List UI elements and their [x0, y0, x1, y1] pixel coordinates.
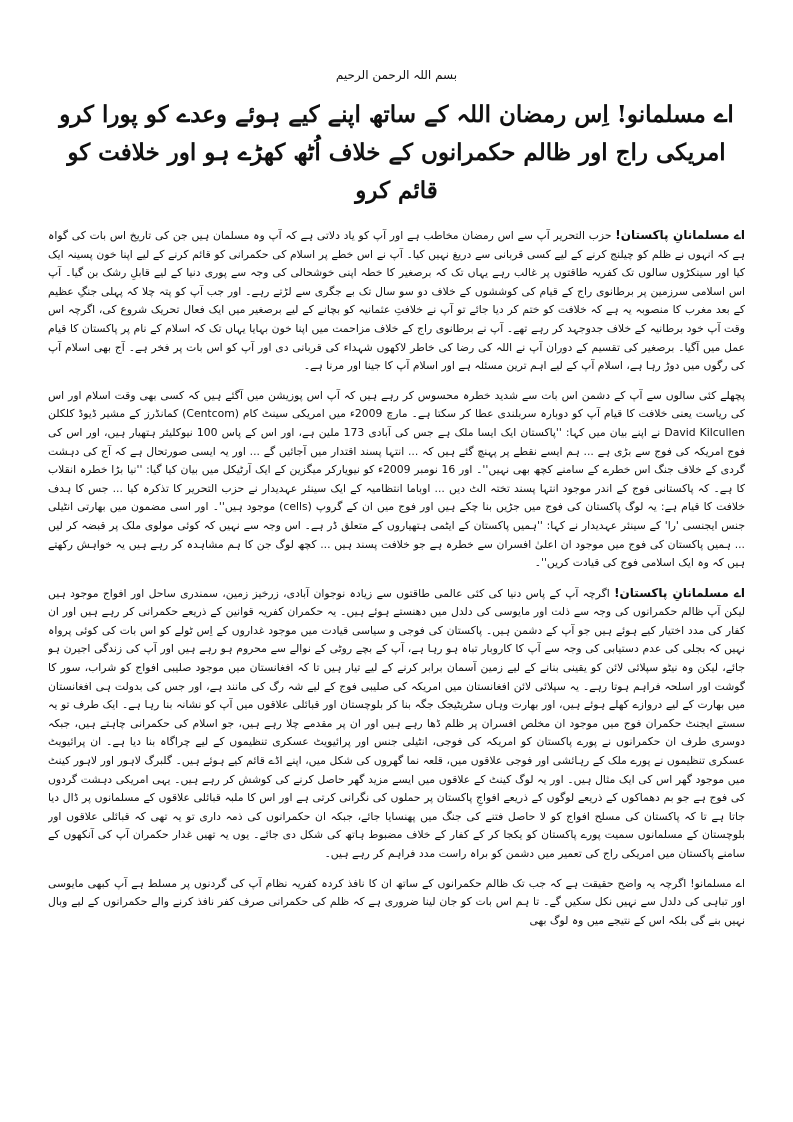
- paragraph-3-text: اگرچہ آپ کے پاس دنیا کی کئی عالمی طاقتوں سے زیادہ نوجوان آبادی، زرخیز زمین، سمندری ساحل اور افواج موجود ہیں لیکن آپ ظالم حکمرانوں کی وجہ سے ذلت اور مایوسی کی دلدل میں دھنستے ہوئے ہیں۔ یہ حکمران کفریہ قوانین کے ذریعے حکمرانی کر رہے ہیں اور ان کفار کی مدد اختیار کیے ہوئے ہیں جو آپ کے دشمن ہیں۔ پاکستان کی فوجی و سیاسی قیادت میں موجود غداروں کے اِس ٹولے کو اس بات کی کوئی پرواہ نہیں کہ بجلی کی عدم دستیابی کی وجہ سے آپ کا کاروبار تباہ ہو رہا ہے، آپ کے بچے روٹی کے نوالے سے محروم ہو رہے ہیں اور آپ کی زندگی اجیرن ہو جائے، لیکن وہ نیٹو سپلائی لائن کو یقینی بنانے کے لیے زمین آسمان برابر کرنے کے لیے تیار ہیں تا کہ افغانستان میں موجود صلیبی افواج کو شراب، سور کا گوشت اور اسلحہ فراہم ہوتا رہے۔ یہ سپلائی لائن افغانستان میں امریکہ کی صلیبی فوج کے لیے شہ رگ کی مانند ہے، اور جس کی بدولت ہی افغانستان میں بھارت کے لیے دروازے کھلے ہوئے ہیں، اور بھارت وہاں سٹریٹیجک جگہ بنا کر بلوچستان اور قبائلی علاقوں میں آپ کو نشانہ بنا رہا ہے۔ ایک طرف تو یہ سستے ایجنٹ حکمران فوج میں موجود ان مخلص افسران پر ظلم ڈھا رہے ہیں اور ان پر مقدمے چلا رہے ہیں، جو اسلام کی حکمرانی چاہتے ہیں، جبکہ دوسری طرف ان حکمرانوں نے پورے پاکستان کو امریکہ کی فوجی، انٹیلی جنس اور پرائیویٹ عسکری تنظیموں کے لیے چراگاہ بنا دیا ہے۔ ان پرائیویٹ عسکری تنظیموں نے پورے ملک کے رہائشی اور فوجی علاقوں میں، قلعہ نما گھروں کی شکل میں، اپنے اڈے قائم کیے ہوئے ہیں۔ گلبرگ لاہور اور لاہور کینٹ میں موجود گھر اس کی ایک مثال ہیں۔ اور یہ لوگ کینٹ کے علاقوں میں ایسے مزید گھر حاصل کرنے کی کوشش کر رہے ہیں۔ یہی امریکی دہشت گردوں کی فوج ہے جو بم دھماکوں کے ذریعے لوگوں کے ذریعے افواجِ پاکستان پر حملوں کی نگرانی کرتی ہے اور اس کا ملبہ قبائلی علاقوں کے مسلمانوں پر ڈال دیا جاتا ہے تا کہ پاکستان کی مسلح افواج کو لا حاصل فتنے کی جنگ میں پھنسایا جائے، جبکہ ان حکمرانوں کی ذمہ داری تو یہ تھی کہ قبائلی علاقوں اور بلوچستان کے مسلمانوں سمیت پورے پاکستان کو یکجا کر کے کفار کے خلاف مضبوط ہاتھ کی شکل دی جائے۔ یوں یہ تھیں غدار حکمران آپ کی آنکھوں کے سامنے پاکستان میں امریکی راج کی تعمیر میں دشمن کو براہ راست مدد فراہم کر رہے ہیں۔: [48, 586, 745, 860]
- headline-line-1: اے مسلمانو! اِس رمضان اللہ کے ساتھ اپنے کیے ہوئے وعدے کو پورا کرو: [59, 101, 734, 128]
- document-page: [48, 40, 745, 1100]
- paragraph-1: [48, 226, 745, 376]
- paragraph-2-text: پچھلے کئی سالوں سے آپ کے دشمن اس بات سے شدید خطرہ محسوس کر رہے ہیں کہ آپ اس پوزیشن میں آگئے ہیں کہ کسی بھی وقت اسلام اور اس کی ریاست یعنی خلافت کا قیام آپ کو دوبارہ سربلندی عطا کر سکتا ہے۔ مارچ 2009ء میں امریکی سینٹ کام (Centcom) کمانڈرز کے مشیر ڈیوڈ کلکلن David Kilcullen نے اپنے بیان میں کہا: ''پاکستان ایک ایسا ملک ہے جس کی آبادی 173 ملین ہے، اور اس کے پاس 100 نیوکلیئر ہتھیار ہیں، اور اس کی فوج امریکہ کی فوج سے بڑی ہے ... ہم ایسے نقطے پر پہنچ گئے ہیں کہ ... انتہا پسند اقتدار میں آجائیں گے ... اور یہ ایسی صورتحال ہے کہ آج کی دہشت گردی کے خلاف جنگ اس خطرے کے سامنے کچھ بھی نہیں''۔ اور 16 نومبر 2009ء کو نیویارکر میگزین کے ایک آرٹیکل میں بیان کیا گیا: ''نیا بڑا خطرہ انقلاب کا ہے۔ کہ پاکستانی فوج کے اندر موجود انتہا پسند تختہ الٹ دیں ... اوباما انتظامیہ کے ایک سینئر عہدیدار نے حزب التحریر کا تذکرہ کیا ... جس کا ہدف خلافت کا قیام ہے: یہ لوگ پاکستان کی فوج میں جڑیں بنا چکے ہیں اور فوج میں ان کے گروپ (cells) موجود ہیں''۔ اور اسی مضمون میں بھارتی انٹیلی جنس ایجنسی 'را' کے سینئر عہدیدار نے کہا: ''ہمیں پاکستان کے ایٹمی ہتھیاروں کے متعلق ڈر ہے۔ اس وجہ سے نہیں کہ کوئی مولوی ملک پر قبضہ کر لیں ... ہمیں پاکستان کی فوج میں موجود ان اعلیٰ افسران سے خطرہ ہے جو خلافت پسند ہیں ... کچھ لوگ جن کا ہم مشاہدہ کر رہے ہیں یہ خواہش رکھتے ہیں کہ وہ ایک اسلامی فوج کی قیادت کریں''۔: [48, 388, 745, 570]
- paragraph-1-text: حزب التحریر آپ سے اس رمضان مخاطب ہے اور آپ کو یاد دلاتی ہے کہ آپ وہ مسلمان ہیں جن کی تاریخ اس بات کی گواہ ہے کہ انہوں نے ظلم کو چیلنج کرنے کے لیے کسی قربانی سے دریغ نہیں کیا۔ آپ نے اس خطے پر اسلام کی حکمرانی کو قائم کرنے کے لیے اپنا خون پسینہ ایک کیا اور سینکڑوں سالوں تک کفریہ طاقتوں پر غالب رہے یہاں تک کہ برصغیر کا خطہ اپنی خوشحالی کی وجہ سے پوری دنیا کے لیے قابلِ رشک بن گیا۔ آپ اس اسلامی سرزمین پر برطانوی راج کے قیام کی کوششوں کے خلاف دو سو سال تک بے جگری سے لڑتے رہے۔ اور جب آپ کو پتہ چلا کہ پہلی جنگِ عظیم کے بعد مغرب کا منصوبہ یہ ہے کہ خلافت کو ختم کر دیا جائے تو آپ نے خلافتِ عثمانیہ کو بچانے کے لیے برصغیر میں ایک فعال تحریک شروع کی، اگرچہ اس وقت آپ خود برطانیہ کے خلاف جدوجہد کر رہے تھے۔ آپ نے برطانوی راج کے خلاف مزاحمت میں اپنا خون بہایا یہاں تک کہ اسلام کے نام پر پاکستان کا قیام عمل میں آگیا۔ برصغیر کی تقسیم کے دوران آپ نے اللہ کی رضا کی خاطر لاکھوں شہداء کی قربانی دی اور آپ کو اس بات پر فخر ہے۔ آج بھی اسلام آپ کی رگوں میں دوڑ رہا ہے، اسلام آپ کے لیے اہم ترین مسئلہ ہے اور اسلام آپ کا جینا اور مرنا ہے۔: [48, 229, 745, 373]
- paragraph-3-lead: اے مسلمانانِ پاکستان!: [614, 585, 745, 600]
- paragraph-3: [48, 584, 745, 864]
- headline-line-2: امریکی راج اور ظالم حکمرانوں کے خلاف اُٹھ کھڑے ہو اور خلافت کو قائم کرو: [67, 139, 726, 204]
- paragraph-4-text: اے مسلمانو! اگرچہ یہ واضح حقیقت ہے کہ جب تک ظالم حکمرانوں کے ساتھ ان کا نافذ کردہ کفریہ نظام آپ کی گردنوں پر مسلط ہے آپ کبھی مایوسی اور تباہی کی دلدل سے نہیں نکل سکیں گے۔ تا ہم اس بات کو جان لینا ضروری ہے کہ ظلم کی حکمرانی صرف کفر نافذ کرنے والے حکمرانوں کے لیے وبال نہیں بنے گی بلکہ اس کے نتیجے میں وہ لوگ بھی: [48, 876, 745, 927]
- paragraph-1-lead: اے مسلمانانِ پاکستان!: [615, 228, 745, 242]
- bismillah-text: بسم اللہ الرحمن الرحیم: [335, 68, 458, 82]
- paragraph-4: [48, 875, 745, 931]
- paragraph-2: [48, 387, 745, 573]
- headline-block: [48, 96, 745, 210]
